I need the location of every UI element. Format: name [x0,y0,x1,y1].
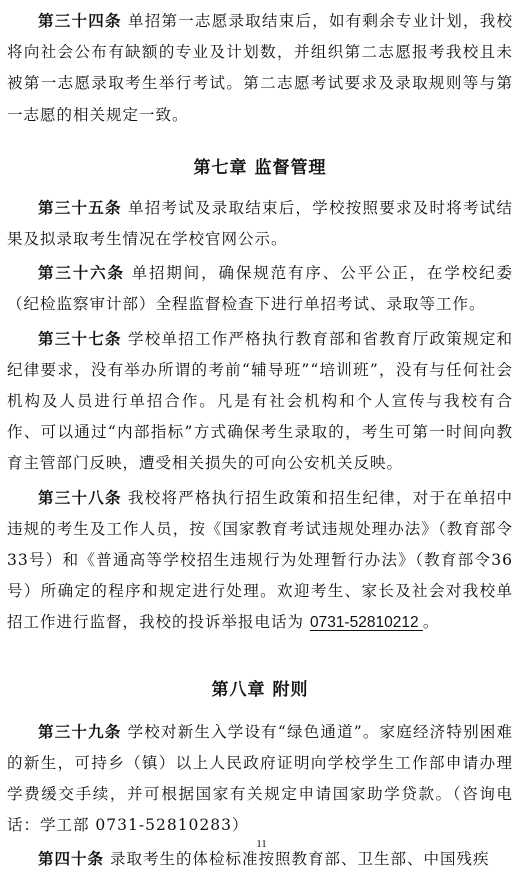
article-text: 单招考试及录取结束后，学校按照要求及时将考试结果及拟录取考生情况在学校官网公示。 [7,198,513,249]
chapter-heading: 第八章 附则 [211,679,309,700]
chapter-heading: 第七章 监督管理 [193,157,327,178]
article-36 [7,258,513,320]
article-35 [7,193,513,255]
page-number: 11 [256,838,267,850]
article-37 [7,324,513,480]
article-38 [7,483,513,639]
article-text: 我校将严格执行招生政策和招生纪律，对于在单招中违规的考生及工作人员，按《国家教育考试违规处理办法》（教育部令33号）和《普通高等学校招生违规行为处理暂行办法》（教育部令36号）所确定的程序和规定进行处理。欢迎考生、家长及社会对我校单招工作进行监督，我校的投诉举报电话为 [7,488,513,632]
article-number: 第三十五条 [38,198,122,217]
article-text: 学校对新生入学设有“绿色通道”。家庭经济特别困难的新生，可持乡（镇）以上人民政府证明向学校学生工作部申请办理学费缓交手续，并可根据国家有关规定申请国家助学贷款。（咨询电话：学工部 0731-52810283） [7,722,513,835]
article-39 [7,717,513,842]
article-34 [7,6,513,131]
article-number: 第三十七条 [38,329,122,348]
complaint-phone-number: 0731-52810212 [309,614,423,632]
article-number: 第三十八条 [38,488,122,507]
article-number: 第三十九条 [38,722,122,741]
article-number: 第三十六条 [38,264,125,283]
article-text: 单招第一志愿录取结束后，如有剩余专业计划，我校将向社会公布有缺额的专业及计划数，并组织第二志愿报考我校且未被第一志愿录取考生举行考试。第二志愿考试要求及录取规则等与第一志愿的相关规定一致。 [7,12,513,124]
article-text: 单招期间，确保规范有序、公平公正，在学校纪委（纪检监察审计部）全程监督检查下进行单招考试、录取等工作。 [7,264,513,314]
article-text: 学校单招工作严格执行教育部和省教育厅政策规定和纪律要求，没有举办所谓的考前“辅导班”“培训班”，没有与任何社会机构及人员进行单招合作。凡是有社会机构和个人宣传与我校有合作、可以通过“内部指标”方式确保考生录取的，考生可第一时间向教育主管部门反映，遭受相关损失的可向公安机关反映。 [7,329,513,473]
article-text: 录取考生的体检标准按照教育部、卫生部、中国残疾 [109,850,490,869]
article-text-end: 。 [422,613,440,632]
article-number: 第三十四条 [38,12,122,30]
article-number: 第四十条 [38,850,105,869]
